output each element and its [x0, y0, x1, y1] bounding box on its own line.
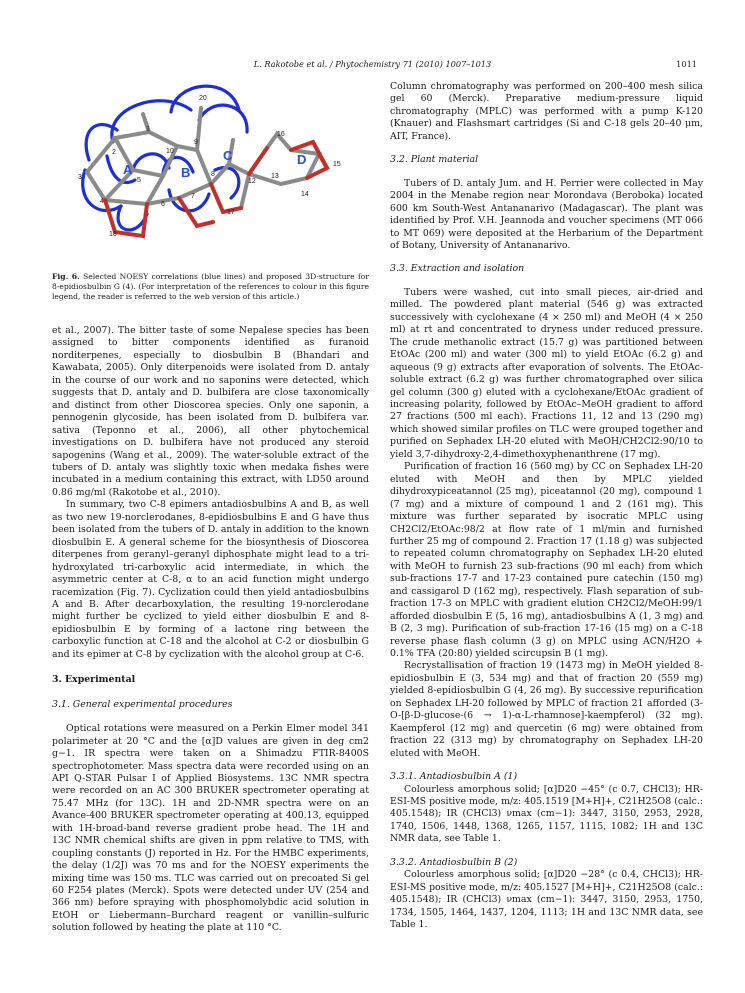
paragraph: Purification of fraction 16 (560 mg) by CC on Sephadex LH-20 eluted with MeOH and then by MPLC yielded dihydroxypiceatannol (25 mg), piceatannol (20 mg), compound 1 (7 mg) and a mixture of compound 1 and 2 (161 mg). This mixture was further separated by isocratic MPLC using CH2Cl2/EtOAc:98/2 at flow rate of 1 ml/min and furnished further 25 mg of compound 2. Fraction 17 (1.18 g) was subjected to repeated column chromatography on Sephadex LH-20 eluted with MeOH to furnish 23 sub-fractions (90 ml each) from which sub-fractions 17-7 and 17-23 contained pure catechin (150 mg) and cassigarol D (162 mg), respectively. Flash separation of sub-fraction 17-3 on MPLC with gradient elution CH2Cl2/MeOH:99/1 afforded diosbulbin E (5, 16 mg), antadiosbulbins A (1, 3 mg) and B (2, 3 mg). Purification of sub-fraction 17-16 (15 mg) on a C-18 reverse phase flash column (3 g) on MPLC using ACN/H2O + 0.1% TFA (20:80) yielded scircupsin B (1 mg).: [390, 461, 703, 660]
atom-number: 10: [166, 148, 174, 155]
atom-number: 5: [137, 177, 141, 184]
atom-number: 6: [161, 201, 165, 208]
subsection-heading: 3.3.2. Antadiosbulbin B (2): [390, 856, 518, 868]
atom-number: 1: [146, 126, 150, 133]
ring-label-a: A: [123, 162, 133, 177]
carbon-skeleton: [87, 108, 319, 208]
ring-label-d: D: [297, 152, 307, 167]
atom-number: 3: [78, 174, 82, 181]
noesy-arc: [215, 168, 239, 198]
right-column: [390, 81, 703, 932]
paragraph: Recrystallisation of fraction 19 (1473 mg) in MeOH yielded 8-epidiosbulbin E (3, 534 mg) and that of fraction 20 (559 mg) yielded 8-epidiosbulbin G (4, 26 mg). By successive repurification on Sephadex LH-20 followed by MPLC of fraction 21 afforded (3-O-[β-D-glucose-(6 → 1)-α-L-rhamnose]-kaempferol) (32 mg). Kaempferol (12 mg) and quercetin (6 mg) were obtained from fraction 22 (313 mg) by chromatography on Sephadex LH-20 eluted with MeOH.: [390, 660, 703, 759]
figure-caption-text: Selected NOESY correlations (blue lines) and proposed 3D-structure for 8-epidiosbulbin G (4). (For interpretation of the references to colour in this figure legend, the reader is referred to the web version of this article.): [52, 272, 369, 301]
page-number: 1011: [676, 59, 697, 69]
left-column: [52, 325, 369, 935]
subsection-heading: 3.2. Plant material: [390, 154, 479, 166]
atom-number: 4: [100, 198, 104, 205]
ring-label-b: B: [181, 165, 191, 180]
atom-number: 15: [333, 161, 341, 168]
running-header: [0, 59, 745, 73]
atom-number: 17: [227, 209, 235, 216]
molecular-structure-figure: [51, 80, 369, 270]
figure-label: Fig. 6.: [52, 272, 80, 281]
paragraph: Column chromatography was performed on 200–400 mesh silica gel 60 (Merck). Preparative medium-pressure liquid chromatography (MPLC) was performed with a pump K-120 (Knauer) and Flashsmart cartridges (Si and C-18 gels 20–40 μm, AIT, France).: [390, 81, 703, 142]
paragraph: Colourless amorphous solid; [α]D20 −45° (c 0.7, CHCl3); HR-ESI-MS positive mode, m/z: 405.1519 [M+H]+, C21H25O8 (calc.: 405.1548); IR (CHCl3) νmax (cm−1): 3447, 3150, 2953, 2928, 1740, 1506, 1448, 1368, 1265, 1157, 1115, 1082; 1H and 13C NMR data, see Table 1.: [390, 783, 703, 845]
atom-number: 2: [112, 149, 116, 156]
subsection-heading: 3.3.1. Antadiosbulbin A (1): [390, 771, 518, 783]
ring-label-c: C: [223, 148, 233, 163]
subsection-heading: 3.1. General experimental procedures: [52, 698, 233, 710]
oxygen-bonds: [105, 142, 327, 236]
atom-number: 8: [211, 171, 215, 178]
atom-number: 9: [194, 139, 198, 146]
paragraph: Tubers of D. antaly Jum. and H. Perrier were collected in May 2004 in the Menabe region near Morondava (Beroboka) located 600 km South-West Antananarivo (Madagascar). The plant was identified by Prof. V.H. Jeannoda and voucher specimens (MT 066 to MT 069) were deposited at the Herbarium of the Department of Botany, University of Antananarivo.: [390, 177, 703, 251]
section-heading: 3. Experimental: [52, 674, 136, 686]
subsection-heading: 3.3. Extraction and isolation: [390, 263, 525, 275]
atom-number: 14: [301, 191, 309, 198]
paragraph: Optical rotations were measured on a Perkin Elmer model 341 polarimeter at 20 °C and the [α]D values are given in deg cm2 g−1. IR spectra were taken on a Shimadzu FTIR-8400S spectrophotometer. Mass spectra data were recorded using on an API Q-STAR Pulsar I of Applied Biosystems. 13C NMR spectra were recorded on an AC 300 BRUKER spectrometer operating at 75.47 MHz (for 13C). 1H and 2D-NMR spectra were on an Avance-400 BRUKER spectrometer operating at 400.13, equipped with 1H-broad-band reverse gradient probe head. The 1H and 13C NMR chemical shifts are given in ppm relative to TMS, with coupling constants (J) reported in Hz. For the HMBC experiments, the delay (1/2J) was 70 ms and for the NOESY experiments the mixing time was 150 ms. TLC was carried out on precoated Si gel 60 F254 plates (Merck). Spots were detected under UV (254 and 366 nm) before spraying with phosphomolybdic acid solution in EtOH or Liebermann–Burchard reagent or vanillin–sulfuric solution followed by heating the plate at 110 °C.: [52, 723, 369, 934]
atom-number: 18: [109, 231, 117, 238]
paragraph: Tubers were washed, cut into small pieces, air-dried and milled. The powdered plant material (546 g) was extracted successively with cyclohexane (4 × 250 ml) and MeOH (4 × 250 ml) at rt and concentrated to dryness under reduced pressure. The crude methanolic extract (15.7 g) was partitioned between EtOAc (200 ml) and water (300 ml) to yield EtOAc (6.2 g) and aqueous (9 g) extracts after evaporation of solvents. The EtOAc-soluble extract (6.2 g) was further chromatographed over silica gel column (300 g) eluted with a cyclohexane/EtOAc gradient of increasing polarity, followed by EtOAc–MeOH gradient to afford 27 fractions (500 ml each). Fractions 11, 12 and 13 (290 mg) which showed similar profiles on TLC were grouped together and purified on Sephadex LH-20 eluted with MeOH/CH2Cl2:90/10 to yield 3,7-dihydroxy-2,4-dimethoxyphenanthrene (17 mg).: [390, 286, 703, 460]
paragraph: Colourless amorphous solid; [α]D20 −28° (c 0.4, CHCl3); HR-ESI-MS positive mode, m/z: 405.1527 [M+H]+, C21H25O8 (calc.: 405.1548); IR (CHCl3) νmax (cm−1): 3447, 3150, 2953, 1750, 1734, 1505, 1464, 1437, 1204, 1113; 1H and 13C NMR data, see Table 1.: [390, 869, 703, 931]
atom-number: 20: [199, 95, 207, 102]
figure-caption: [52, 272, 369, 302]
atom-number: 7: [191, 193, 195, 200]
paragraph: In summary, two C-8 epimers antadiosbulbins A and B, as well as two new 19-norclerodanes, 8-epidiosbulbins E and G have thus been isolated from the tubers of D. antaly in addition to the known diosbulbin E. A general scheme for the biosynthesis of Dioscorea diterpenes from geranyl–geranyl diphosphate might lead to a tri-hydroxylated tri-carboxylic acid intermediate, in which the asymmetric center at C-8, α to an acid function might undergo racemization (Fig. 7). Cyclization could then yield antadiosbulbins A and B. After decarboxylation, the resulting 19-norclerodane might further be cyclized to yield either diosbulbin E and 8-epidiosbulbin E by forming of a lactone ring between the carboxylic function at C-18 and the alcohol at C-2 or diosbulbin G and its epimer at C-8 by cyclization with the alcohol group at C-6.: [52, 499, 369, 660]
journal-citation: L. Rakotobe et al. / Phytochemistry 71 (2010) 1007–1013: [253, 59, 492, 69]
atom-number: 13: [271, 173, 279, 180]
atom-number: 12: [248, 178, 256, 185]
atom-number: 16: [277, 131, 285, 138]
paragraph: et al., 2007). The bitter taste of some Nepalese species has been assigned to bitter components identified as furanoid norditerpenes, especially to diosbulbin B (Bhandari and Kawabata, 2005). Only diterpenoids were isolated from D. antaly in the course of our work and no saponins were detected, which suggests that D. antaly and D. bulbifera are close taxonomically and distinct from other Dioscorea species. Only one saponin, a pennogenin glycoside, has been isolated from D. bulbifera var. sativa (Teponno et al., 2006), all other phytochemical investigations on D. bulbifera have not produced any steroid sapogenins (Wang et al., 2009). The water-soluble extract of the tubers of D. antaly was slightly toxic when medaka fishes were incubated in a medium containing this extract, with LD50 around 0.86 mg/ml (Rakotobe et al., 2010).: [52, 325, 369, 498]
